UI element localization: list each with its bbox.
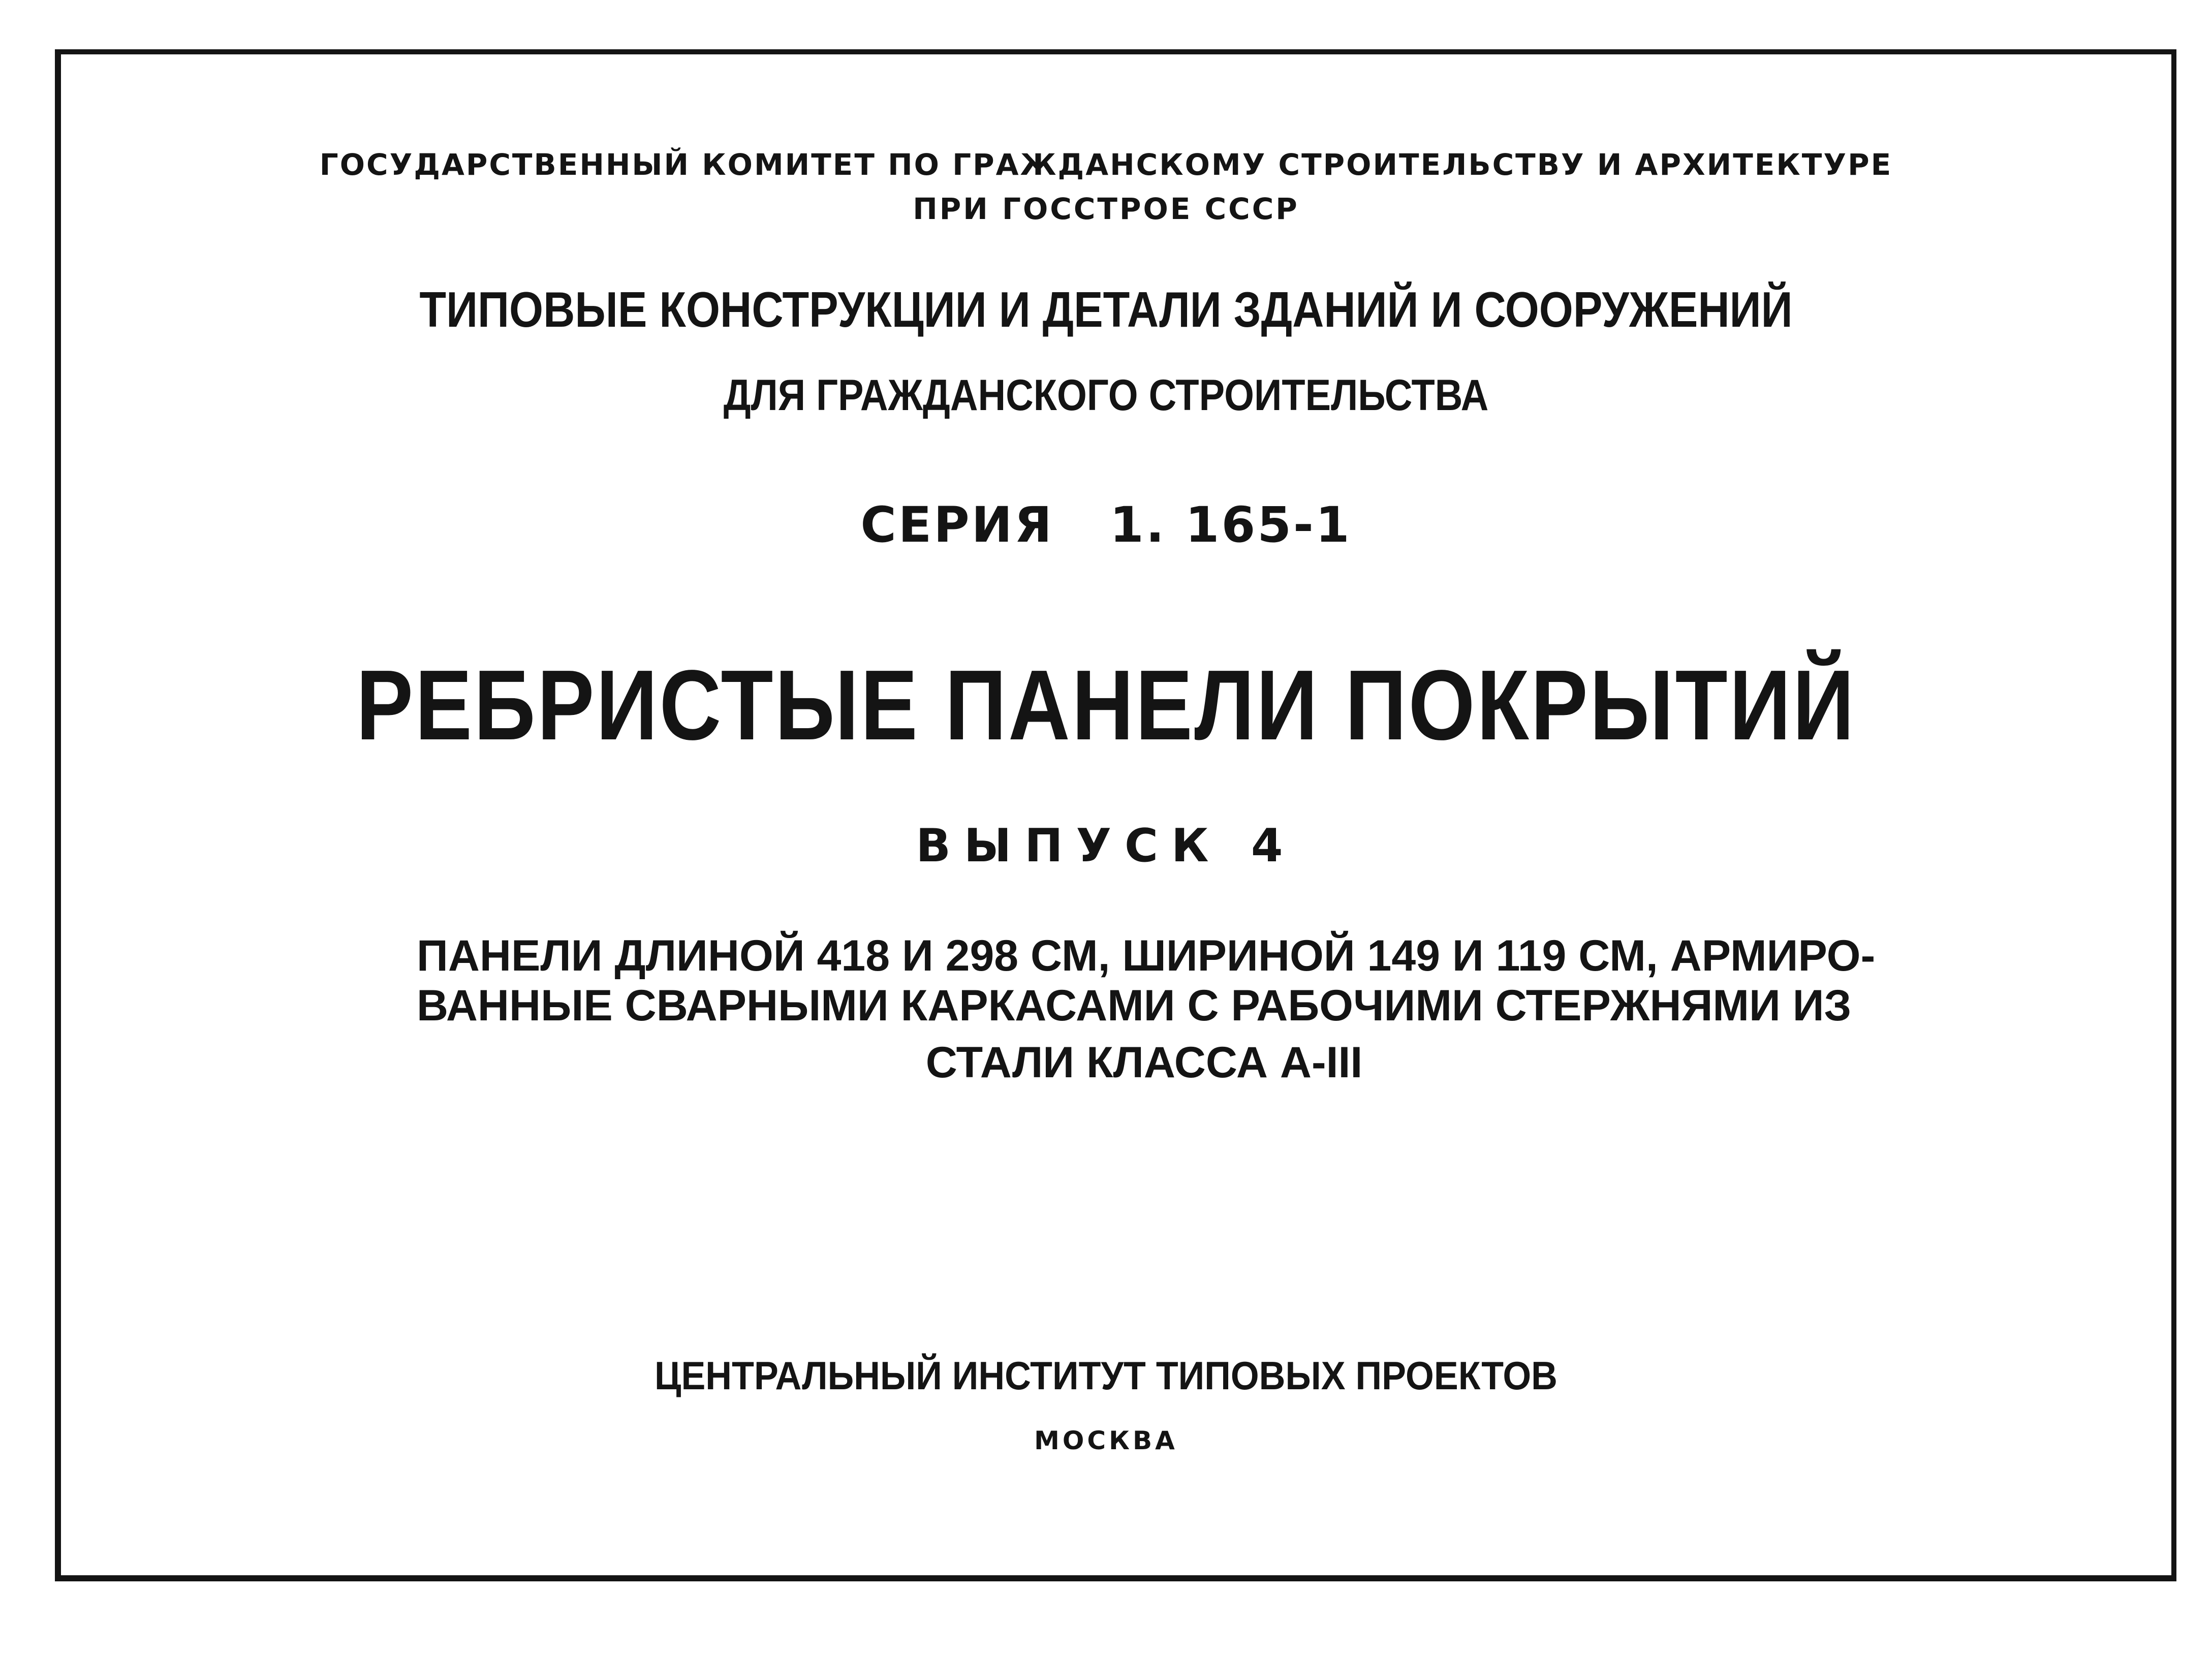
publisher-city: МОСКВА xyxy=(1034,1426,1178,1455)
committee-name: ГОСУДАРСТВЕННЫЙ КОМИТЕТ ПО ГРАЖДАНСКОМУ СТРОИТЕЛЬСТВУ И АРХИТЕКТУРЕ xyxy=(319,147,1893,182)
collection-title-line-1: ТИПОВЫЕ КОНСТРУКЦИИ И ДЕТАЛИ ЗДАНИЙ И СООРУЖЕНИЙ xyxy=(419,282,1793,337)
description-line-3: СТАЛИ КЛАССА А-III xyxy=(925,1038,1363,1087)
series-label: СЕРИЯ xyxy=(860,496,1054,553)
page-border-frame xyxy=(55,49,2176,1581)
series-number: 1. 165-1 xyxy=(1109,496,1352,553)
collection-title-line-2: ДЛЯ ГРАЖДАНСКОГО СТРОИТЕЛЬСТВА xyxy=(723,371,1489,420)
publisher-institute: ЦЕНТРАЛЬНЫЙ ИНСТИТУТ ТИПОВЫХ ПРОЕКТОВ xyxy=(655,1353,1557,1398)
committee-subtitle: ПРИ ГОССТРОЕ СССР xyxy=(913,192,1299,226)
description-line-2: ВАННЫЕ СВАРНЫМИ КАРКАСАМИ С РАБОЧИМИ СТЕРЖНЯМИ ИЗ xyxy=(417,981,1852,1030)
issue-number: ВЫПУСК 4 xyxy=(916,819,1296,872)
description-line-1: ПАНЕЛИ ДЛИНОЙ 418 И 298 СМ, ШИРИНОЙ 149 И 119 СМ, АРМИРО- xyxy=(417,931,1876,980)
series-heading xyxy=(0,496,2212,553)
document-title: РЕБРИСТЫЕ ПАНЕЛИ ПОКРЫТИЙ xyxy=(356,649,1856,761)
